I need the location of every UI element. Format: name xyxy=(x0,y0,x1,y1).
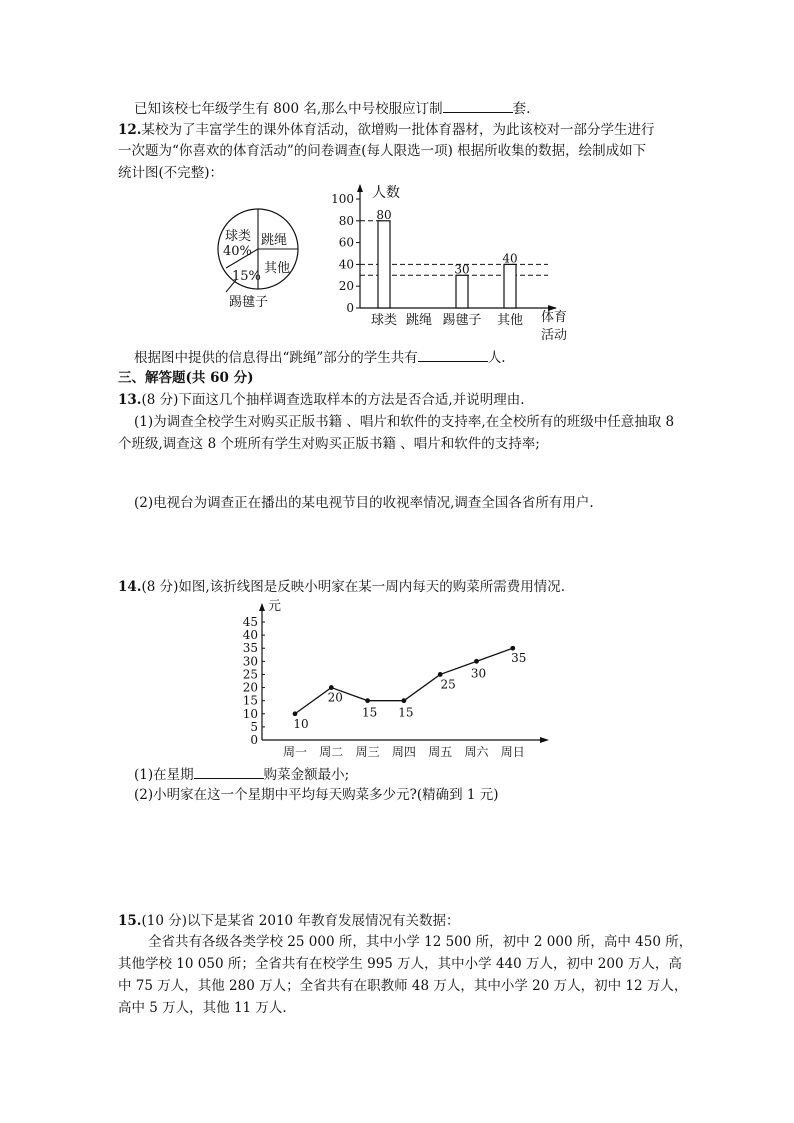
q14-line1 xyxy=(118,578,565,596)
bar-data-label: 40 xyxy=(502,251,518,266)
line-ylabel: 元 xyxy=(268,599,282,614)
line-y-tick-label: 0 xyxy=(250,733,258,747)
bar-data-label: 80 xyxy=(376,207,392,222)
bar-y-tick-label: 20 xyxy=(338,279,354,294)
line-point xyxy=(329,685,334,690)
q15-text: (10 分)以下是某省 2010 年教育发展情况有关数据： xyxy=(141,913,460,929)
q15-line4 xyxy=(118,977,687,995)
line-y-arrow xyxy=(259,603,265,611)
q14-p1 xyxy=(134,765,349,784)
line-y-tick-label: 10 xyxy=(242,706,258,721)
bar-xlabel: 活动 xyxy=(541,328,568,343)
line-chart xyxy=(243,599,549,759)
line-data-label: 10 xyxy=(293,716,309,731)
bar-ylabel: 人数 xyxy=(372,185,400,201)
pie-label: 15% xyxy=(232,269,261,284)
line-data-label: 25 xyxy=(440,677,456,692)
line-x-tick-label: 周日 xyxy=(500,745,525,759)
question-number: 12. xyxy=(118,122,142,138)
line-data-label: 20 xyxy=(327,690,343,705)
pie-chart xyxy=(218,209,298,310)
bar-data-label: 30 xyxy=(454,262,470,277)
pie-label: 球类 xyxy=(225,229,252,244)
q15-line5 xyxy=(118,999,287,1017)
q15-text: 中 75 万人，其他 280 万人；全省共有在职教师 48 万人，其中小学 20 万人，初中 12 万人， xyxy=(118,978,688,994)
pie-label: 跳绳 xyxy=(261,233,288,248)
line-point xyxy=(365,698,370,703)
q15-line3 xyxy=(118,955,682,973)
q15-text: 其他学校 10 050 所；全省共有在校学生 995 万人，其中小学 440 万人，初中 200 万人，高 xyxy=(118,956,682,972)
q12-answer-text: 根据图中提供的信息得出“跳绳”部分的学生共有 xyxy=(134,350,418,366)
q15-text: 全省共有各级各类学校 25 000 所，其中小学 12 500 所，初中 2 000 所，高中 450 所， xyxy=(148,934,693,950)
line-y-tick-label: 45 xyxy=(242,615,258,629)
bar xyxy=(504,264,516,308)
line-point xyxy=(474,659,479,664)
q14-text: 购菜金额最小; xyxy=(263,767,350,783)
line-y-tick-label: 20 xyxy=(242,680,258,695)
line-y-tick-label: 5 xyxy=(250,719,258,734)
line-data-label: 35 xyxy=(511,651,527,666)
section-title xyxy=(118,369,253,387)
line-data-label: 30 xyxy=(470,666,487,681)
bar-category-label: 其他 xyxy=(496,313,524,328)
bar-y-tick-label: 0 xyxy=(346,301,354,315)
q12-answer-end: 人. xyxy=(487,350,506,366)
bar-y-tick-label: 40 xyxy=(338,257,354,272)
line-y-tick-label: 40 xyxy=(242,628,258,643)
q14-text: (1)在星期 xyxy=(134,767,194,783)
bar-y-tick-label: 80 xyxy=(338,213,354,228)
question-number: 15. xyxy=(118,913,142,929)
q13-line1 xyxy=(118,391,525,409)
line-y-tick-label: 30 xyxy=(242,654,258,669)
bar xyxy=(378,221,390,308)
bar-category-label: 踢毽子 xyxy=(442,313,482,328)
q13-text: 个班级,调查这 8 个班所有学生对购买正版书籍 、唱片和软件的支持率; xyxy=(118,436,540,452)
bar-category-label: 跳绳 xyxy=(405,313,433,328)
line-x-tick-label: 周四 xyxy=(391,745,416,759)
pie-label: 40% xyxy=(223,244,252,259)
q13-p1-line1 xyxy=(134,413,674,431)
line-x-tick-label: 周三 xyxy=(355,745,380,759)
q12-text: 统计图(不完整)： xyxy=(118,165,224,181)
line-y-tick-label: 25 xyxy=(242,667,258,682)
q13-text: (2)电视台为调查正在播出的某电视节目的收视率情况,调查全国各省所有用户. xyxy=(134,495,594,511)
q15-text: 高中 5 万人，其他 11 万人. xyxy=(118,1000,287,1016)
intro-text: 已知该校七年级学生有 800 名,那么中号校服应订制 xyxy=(134,101,443,117)
bar-category-label: 球类 xyxy=(370,313,398,328)
q13-text: (1)为调查全校学生对购买正版书籍 、唱片和软件的支持率,在全校所有的班级中任意抽取 8 xyxy=(134,414,675,430)
q13-p1-line2 xyxy=(118,435,540,453)
bar-xlabel: 体育 xyxy=(541,310,568,325)
q15-line2 xyxy=(148,933,692,951)
bar xyxy=(456,275,468,308)
line-data-label: 15 xyxy=(398,705,414,720)
bar-y-tick-label: 60 xyxy=(338,235,354,250)
line-point xyxy=(438,672,443,677)
intro-text-end: 套. xyxy=(512,101,531,117)
q14-p2 xyxy=(134,786,499,804)
q12-text: 某校为了丰富学生的课外体育活动，欲增购一批体育器材，为此该校对一部分学生进行 xyxy=(141,122,655,138)
q13-text: (8 分)下面这几个抽样调查选取样本的方法是否合适,并说明理由. xyxy=(141,392,525,408)
answer-blank[interactable] xyxy=(194,765,264,779)
bar-y-arrow xyxy=(357,184,363,192)
line-x-tick-label: 周一 xyxy=(282,745,308,759)
line-y-tick-label: 15 xyxy=(242,693,258,708)
section-heading: 三、解答题(共 60 分) xyxy=(118,370,254,386)
line-x-tick-label: 周二 xyxy=(319,745,344,759)
q12-text: 一次题为“你喜欢的体育活动”的问卷调查(每人限选一项) 根据所收集的数据，绘制成如下 xyxy=(118,143,647,159)
line-x-arrow xyxy=(540,737,549,743)
bar-chart xyxy=(331,184,567,343)
line-point xyxy=(402,698,407,703)
q12-answer-line xyxy=(134,348,506,367)
pie-label: 踢毽子 xyxy=(229,295,269,310)
q14-text: (8 分)如图,该折线图是反映小明家在某一周内每天的购菜所需费用情况. xyxy=(141,579,565,595)
bar-y-tick-label: 100 xyxy=(331,192,354,206)
line-data-label: 15 xyxy=(361,705,378,720)
q14-text: (2)小明家在这一个星期中平均每天购菜多少元?(精确到 1 元) xyxy=(134,787,499,803)
answer-blank[interactable] xyxy=(418,348,488,362)
line-x-tick-label: 周六 xyxy=(464,745,489,759)
q15-line1 xyxy=(118,912,459,930)
question-number: 14. xyxy=(118,579,142,595)
line-point xyxy=(293,711,298,716)
line-point xyxy=(510,646,515,651)
q13-p2 xyxy=(134,494,594,512)
line-y-tick-label: 35 xyxy=(242,641,258,656)
line-x-tick-label: 周五 xyxy=(428,745,453,759)
question-number: 13. xyxy=(118,392,142,408)
pie-label: 其他 xyxy=(264,261,291,276)
